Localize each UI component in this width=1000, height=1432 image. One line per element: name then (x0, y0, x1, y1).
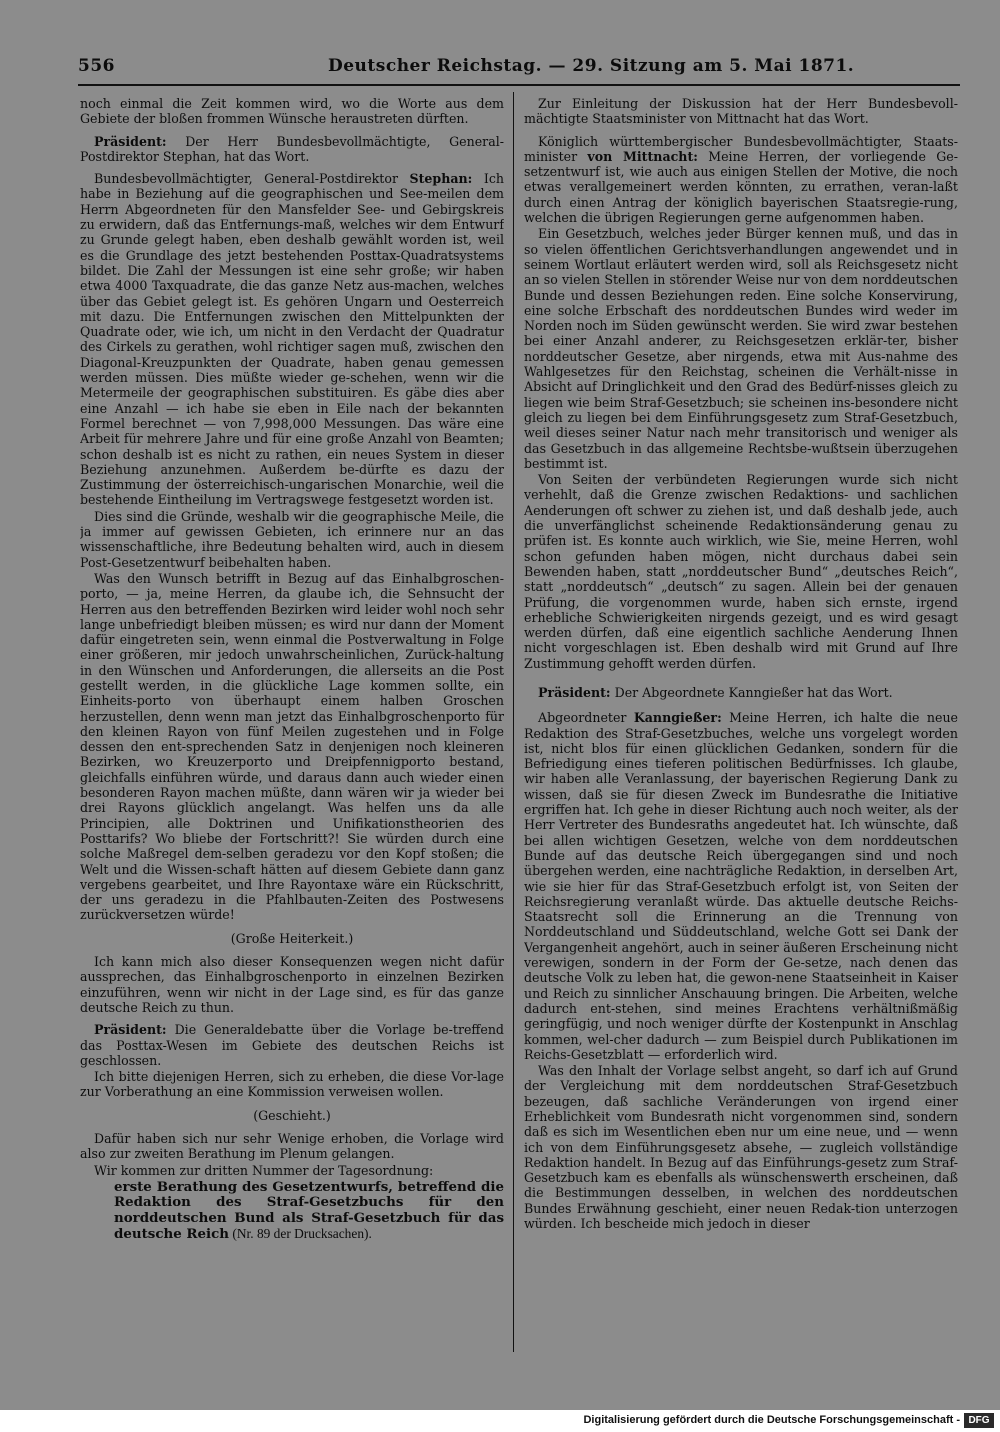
right-paragraph-1: Zur Einleitung der Diskussion hat der Herr Bundesbevoll-mächtigte Staatsminister von Mittnacht hat das Wort. (524, 96, 958, 127)
speaker-role: Abgeordneter (538, 710, 634, 726)
page-header (78, 54, 958, 80)
speaker-role: Bundesbevollmächtigter, General-Postdirektor (94, 171, 410, 187)
laughter-note: (Große Heiterkeit.) (230, 930, 354, 946)
left-paragraph-stephan (80, 171, 504, 508)
agenda-title: erste Berathung des Gesetzentwurfs, betreffend die Redaktion des Straf-Gesetzbuchs für den norddeutschen Bund als Straf-Gesetzbuch für das deutsche Reich (114, 1178, 504, 1243)
speaker-label: Präsident: (94, 1022, 167, 1038)
left-paragraph-1: noch einmal die Zeit kommen wird, wo die Worte aus dem Gebiete der bloßen frommen Wünsche heraustreten dürften. (80, 96, 504, 127)
speaker-label: Präsident: (94, 133, 167, 149)
speaker-text: Ich habe in Beziehung auf die geographischen und See-meilen dem Herrn Abgeordneten für den Mansfelder See- und Gebirgskreis zu erwidern, daß das Entfernungs-maß, welches wir dem Entwurf zu Grunde gelegt haben, eben deshalb gewählt worden ist, weil es die Grundlage des jetzt bestehenden Posttax-Quadratsystems bildet. Die Zahl der Messungen ist eine sehr große; wir haben etwa 4000 Taxquadrate, die das ganze Netz aus-machen, welches über das Gebiet gelegt ist. Es gehören Ungarn und Oesterreich mit dazu. Die Entfernungen zwischen den Mittelpunkten der Quadrate oder, wie ich, um nicht in den Verdacht der Quadratur des Cirkels zu gerathen, wohl richtiger sagen muß, zwischen den Diagonal-Kreuzpunkten der Quadrate, haben genau gemessen werden müssen. Dies müßte wieder ge-schehen, wenn wir die Metermeile der geographischen substituiren. Es gäbe dies aber eine Anzahl — ich habe sie eben in Eile nach der bekannten Formel berechnet — von 7,998,000 Messungen. Das wäre eine Arbeit für mehrere Jahre und für eine große Anzahl von Beamten; schon deshalb ist es nicht zu rathen, ein neues System in dieser Beziehung anzunehmen. Außerdem be-dürfte es dazu der Zustimmung der österreichisch-ungarischen Monarchie, weil die bestehende Eintheilung im Vertragswege festgesetzt worden ist. (80, 171, 504, 508)
speaker-text: Der Herr Bundesbevollmächtigte, General-Postdirektor Stephan, hat das Wort. (80, 133, 504, 164)
right-column (524, 96, 958, 1346)
right-paragraph-mittnacht (524, 134, 958, 226)
digitization-credit: Digitalisierung gefördert durch die Deutsche Forschungsgemeinschaft - (583, 1414, 960, 1426)
left-paragraph-6: Ich kann mich also dieser Konsequenzen wegen nicht dafür aussprechen, das Einhalbgroschenporto in einzelnen Bezirken einzuführen, wenn wir nicht in der Lage sind, es für das ganze deutsche Reich zu thun. (80, 954, 504, 1015)
left-column (80, 96, 504, 1351)
speaker-label: Präsident: (538, 684, 611, 700)
speaker-label: von Mittnacht: (587, 148, 698, 164)
left-paragraph-8: Ich bitte diejenigen Herren, sich zu erheben, die diese Vor-lage zur Vorberathung an eine Kommission verweisen wollen. (80, 1069, 504, 1100)
speaker-text: Meine Herren, ich halte die neue Redaktion des Straf-Gesetzbuches, welche uns vorgelegt worden ist, nicht blos für einen glücklichen Gedanken, sondern für die Befriedigung eines tieferen politischen Bedürfnisses. Ich glaube, wir haben alle Veranlassung, der bayerischen Regierung Dank zu wissen, daß sie für diesen Zweck im Bundesrathe die Initiative ergriffen hat. Ich gehe in dieser Richtung auch noch weiter, als der Herr Vertreter des Bundesraths angedeutet hat. Ich wünschte, daß bei allen wichtigen Gesetzen, welche von dem norddeutschen Bunde auf das deutsche Reich übergegangen sind und noch übergehen werden, eine nachträgliche Redaktion, in derselben Art, wie sie hier für das Straf-Gesetzbuch erfolgt ist, von Seiten der Reichsregierung veranlaßt würde. Das aktuelle deutsche Reichs-Staatsrecht soll die Erinnerung an die Trennung von Norddeutschland und Süddeutschland, welche Gott sei Dank der Vergangenheit angehört, auch in seiner äußeren Erscheinung nicht verewigen, sondern in der Form der Ge-setze, nach denen das deutsche Volk zu leben hat, die gewon-nene Staatseinheit in Kaiser und Reich zu sinnlicher Anschauung bringen. Die Arbeiten, welche dadurch ent-stehen, sind meines Erachtens verhältnißmäßig geringfügig, und noch weniger dürfte der Kostenpunkt in Anschlag kommen, wel-cher dadurch — zum Beispiel durch Publikationen im Reichs-Gesetzblatt — erforderlich wird. (524, 710, 958, 1062)
right-paragraph-7: Was den Inhalt der Vorlage selbst angeht, so darf ich auf Grund der Vergleichung mit dem norddeutschen Straf-Gesetzbuch bezeugen, daß sachliche Veränderungen von irgend einer Erheblichkeit vom Bundesrath nicht vorgenommen sind, sondern daß es sich im Wesentlichen eben nur um eine neue, und — wenn ich von dem Einführungsgesetz absehe, — zugleich vollständige Redaktion handelt. In Bezug auf das Einführungs-gesetz zum Straf-Gesetzbuch kam es ebenfalls als wünschenswerth erscheinen, daß die Bestimmungen desselben, in welchen des norddeutschen Bundes Erwähnung geschieht, einer neuen Redak-tion unterzogen würden. Ich bescheide mich jedoch in dieser (524, 1063, 958, 1232)
left-paragraph-10: Wir kommen zur dritten Nummer der Tagesordnung: (94, 1162, 434, 1178)
page-number: 556 (78, 56, 115, 76)
speaker-role: Königlich württembergischer Bundesbevollmächtigter, Staats-minister (524, 133, 958, 164)
right-paragraph-4: Von Seiten der verbündeten Regierungen wurde sich nicht verhehlt, daß die Grenze zwischen Redaktions- und sachlichen Aenderungen oft schwer zu ziehen ist, und daß deshalb jede, auch die unverfänglichst scheinende Redaktionsänderung genau zu prüfen ist. Es konnte auch wirklich, wie Sie, meine Herren, wohl schon gefunden haben mögen, nicht durchaus dabei sein Bewenden haben, statt „norddeutscher Bund“ „deutsches Reich“, statt „norddeutsch“ „deutsch“ zu sagen. Allein bei der genauen Prüfung, die vorgenommen wurde, haben sich ernste, irgend erhebliche Schwierigkeiten nirgends gezeigt, und es wird gesagt werden dürfen, daß eine eigentlich sachliche Aenderung Ihnen nicht vorgeschlagen ist. Eben deshalb wird mit Grund auf Ihre Zustimmung gehofft werden dürfen. (524, 472, 958, 671)
left-paragraph-president-1 (80, 134, 504, 165)
speaker-text: Meine Herren, der vorliegende Ge-setzentwurf ist, wie auch aus einigen Stellen der Motive, die noch etwas verallgemeinert werden könnten, zu errathen, veran-laßt durch einen Antrag der königlich bayerischen Staatsregie-rung, welchen die übrigen Regierungen gerne aufgenommen haben. (524, 148, 958, 226)
right-paragraph-kanngiesser (524, 710, 958, 1062)
agenda-reference: (Nr. 89 der Drucksachen). (229, 1226, 372, 1242)
dfg-logo: DFG (964, 1413, 994, 1428)
left-paragraph-president-2 (80, 1022, 504, 1068)
speaker-text: Die Generaldebatte über die Vorlage be-treffend das Posttax-Wesen im Gebiete des deutschen Reichs ist geschlossen. (80, 1022, 504, 1068)
left-paragraph-4: Dies sind die Gründe, weshalb wir die geographische Meile, die ja immer auf gewissen Gebieten, ich erinnere nur an das wissenschaftliche, ihre Bedeutung behalten wird, auch in diesem Post-Gesetzentwurf beibehalten haben. (80, 508, 504, 570)
left-paragraph-9: Dafür haben sich nur sehr Wenige erhoben, die Vorlage wird also zur zweiten Berathung im Plenum gelangen. (80, 1131, 504, 1162)
column-divider (513, 92, 514, 1352)
right-paragraph-president (524, 685, 958, 700)
right-paragraph-3: Ein Gesetzbuch, welches jeder Bürger kennen muß, und das in so vielen öffentlichen Gerichtsverhandlungen angewendet und in seinem Wortlaut erläutert werden wird, soll als Reichsgesetz nicht an so vielen Stellen in störender Weise nur von dem norddeutschen Bunde und dessen Beziehungen reden. Eine solche Konservirung, eine solche Erbschaft des norddeutschen Bundes wird weder im Norden noch im Süden gewünscht werden. Sie wird zwar bestehen bei einer Anzahl anderer, zu Reichsgesetzen erklär-ter, bisher norddeutscher Gesetze, aber nirgends, etwa mit Aus-nahme des Wahlgesetzes für den Reichstag, scheinen die Verhält-nisse in Absicht auf Dringlichkeit und den Grad des Bedürf-nisses gleich zu liegen wie beim Straf-Gesetzbuch; sie scheinen ins-besondere nicht gleich zu liegen bei dem Einführungsgesetz zum Straf-Gesetzbuch, weil dieses seiner Natur nach mehr transitorisch und weniger als das Gesetzbuch in das allgemeine Rechtsbe-wußtsein überzugehen bestimmt ist. (524, 226, 958, 471)
running-title: Deutscher Reichstag. — 29. Sitzung am 5. Mai 1871. (328, 56, 855, 76)
footer-bar (0, 1410, 1000, 1432)
speaker-text: Der Abgeordnete Kanngießer hat das Wort. (610, 684, 893, 700)
speaker-label: Stephan: (409, 171, 473, 187)
speaker-label: Kanngießer: (633, 710, 722, 726)
header-rule (78, 84, 960, 86)
happened-note: (Geschieht.) (253, 1107, 331, 1123)
agenda-item (114, 1180, 504, 1243)
left-paragraph-5: Was den Wunsch betrifft in Bezug auf das Einhalbgroschen-porto, — ja, meine Herren, da glaube ich, die Sehnsucht der Herren aus den betreffenden Bezirken wird leider wohl noch sehr lange unbefriedigt bleiben müssen; es wird nur dann der Moment dafür eingetreten sein, wenn einmal die Postverwaltung in Folge einer größeren, mir jedoch unwahrscheinlichen, Zurück-haltung in den Wünschen und Anforderungen, die allerseits an die Post gestellt werden, in die glückliche Lage kommen sollte, ein Einheits-porto von überhaupt einem halben Groschen herzustellen, denn wenn man jetzt das Einhalbgroschenporto für den kleinen Rayon von fünf Meilen zugestehen und in Folge dessen den ent-sprechenden Satz in denjenigen noch kleineren Bezirken, wo Kreuzerporto und Dreipfennigporto bestand, gleichfalls einführen würde, und daraus dann auch wieder einen besonderen Rayon machen müßte, dann wären wir ja wieder bei drei Rayons glücklich angelangt. Was helfen uns da alle Principien, alle Doktrinen und Unifikationstheorien des Posttarifs? Wo bliebe der Fortschritt?! Sie würden durch eine solche Maßregel dem-selben geradezu vor den Kopf stoßen; die Welt und die Wissen-schaft hätten auf diesem Gebiete dann ganz vergebens gearbeitet, und Ihre Rayontaxe wäre ein Rückschritt, der uns geradezu in die Pfahlbauten-Zeiten des Postwesens zurückversetzen würde! (80, 570, 504, 923)
